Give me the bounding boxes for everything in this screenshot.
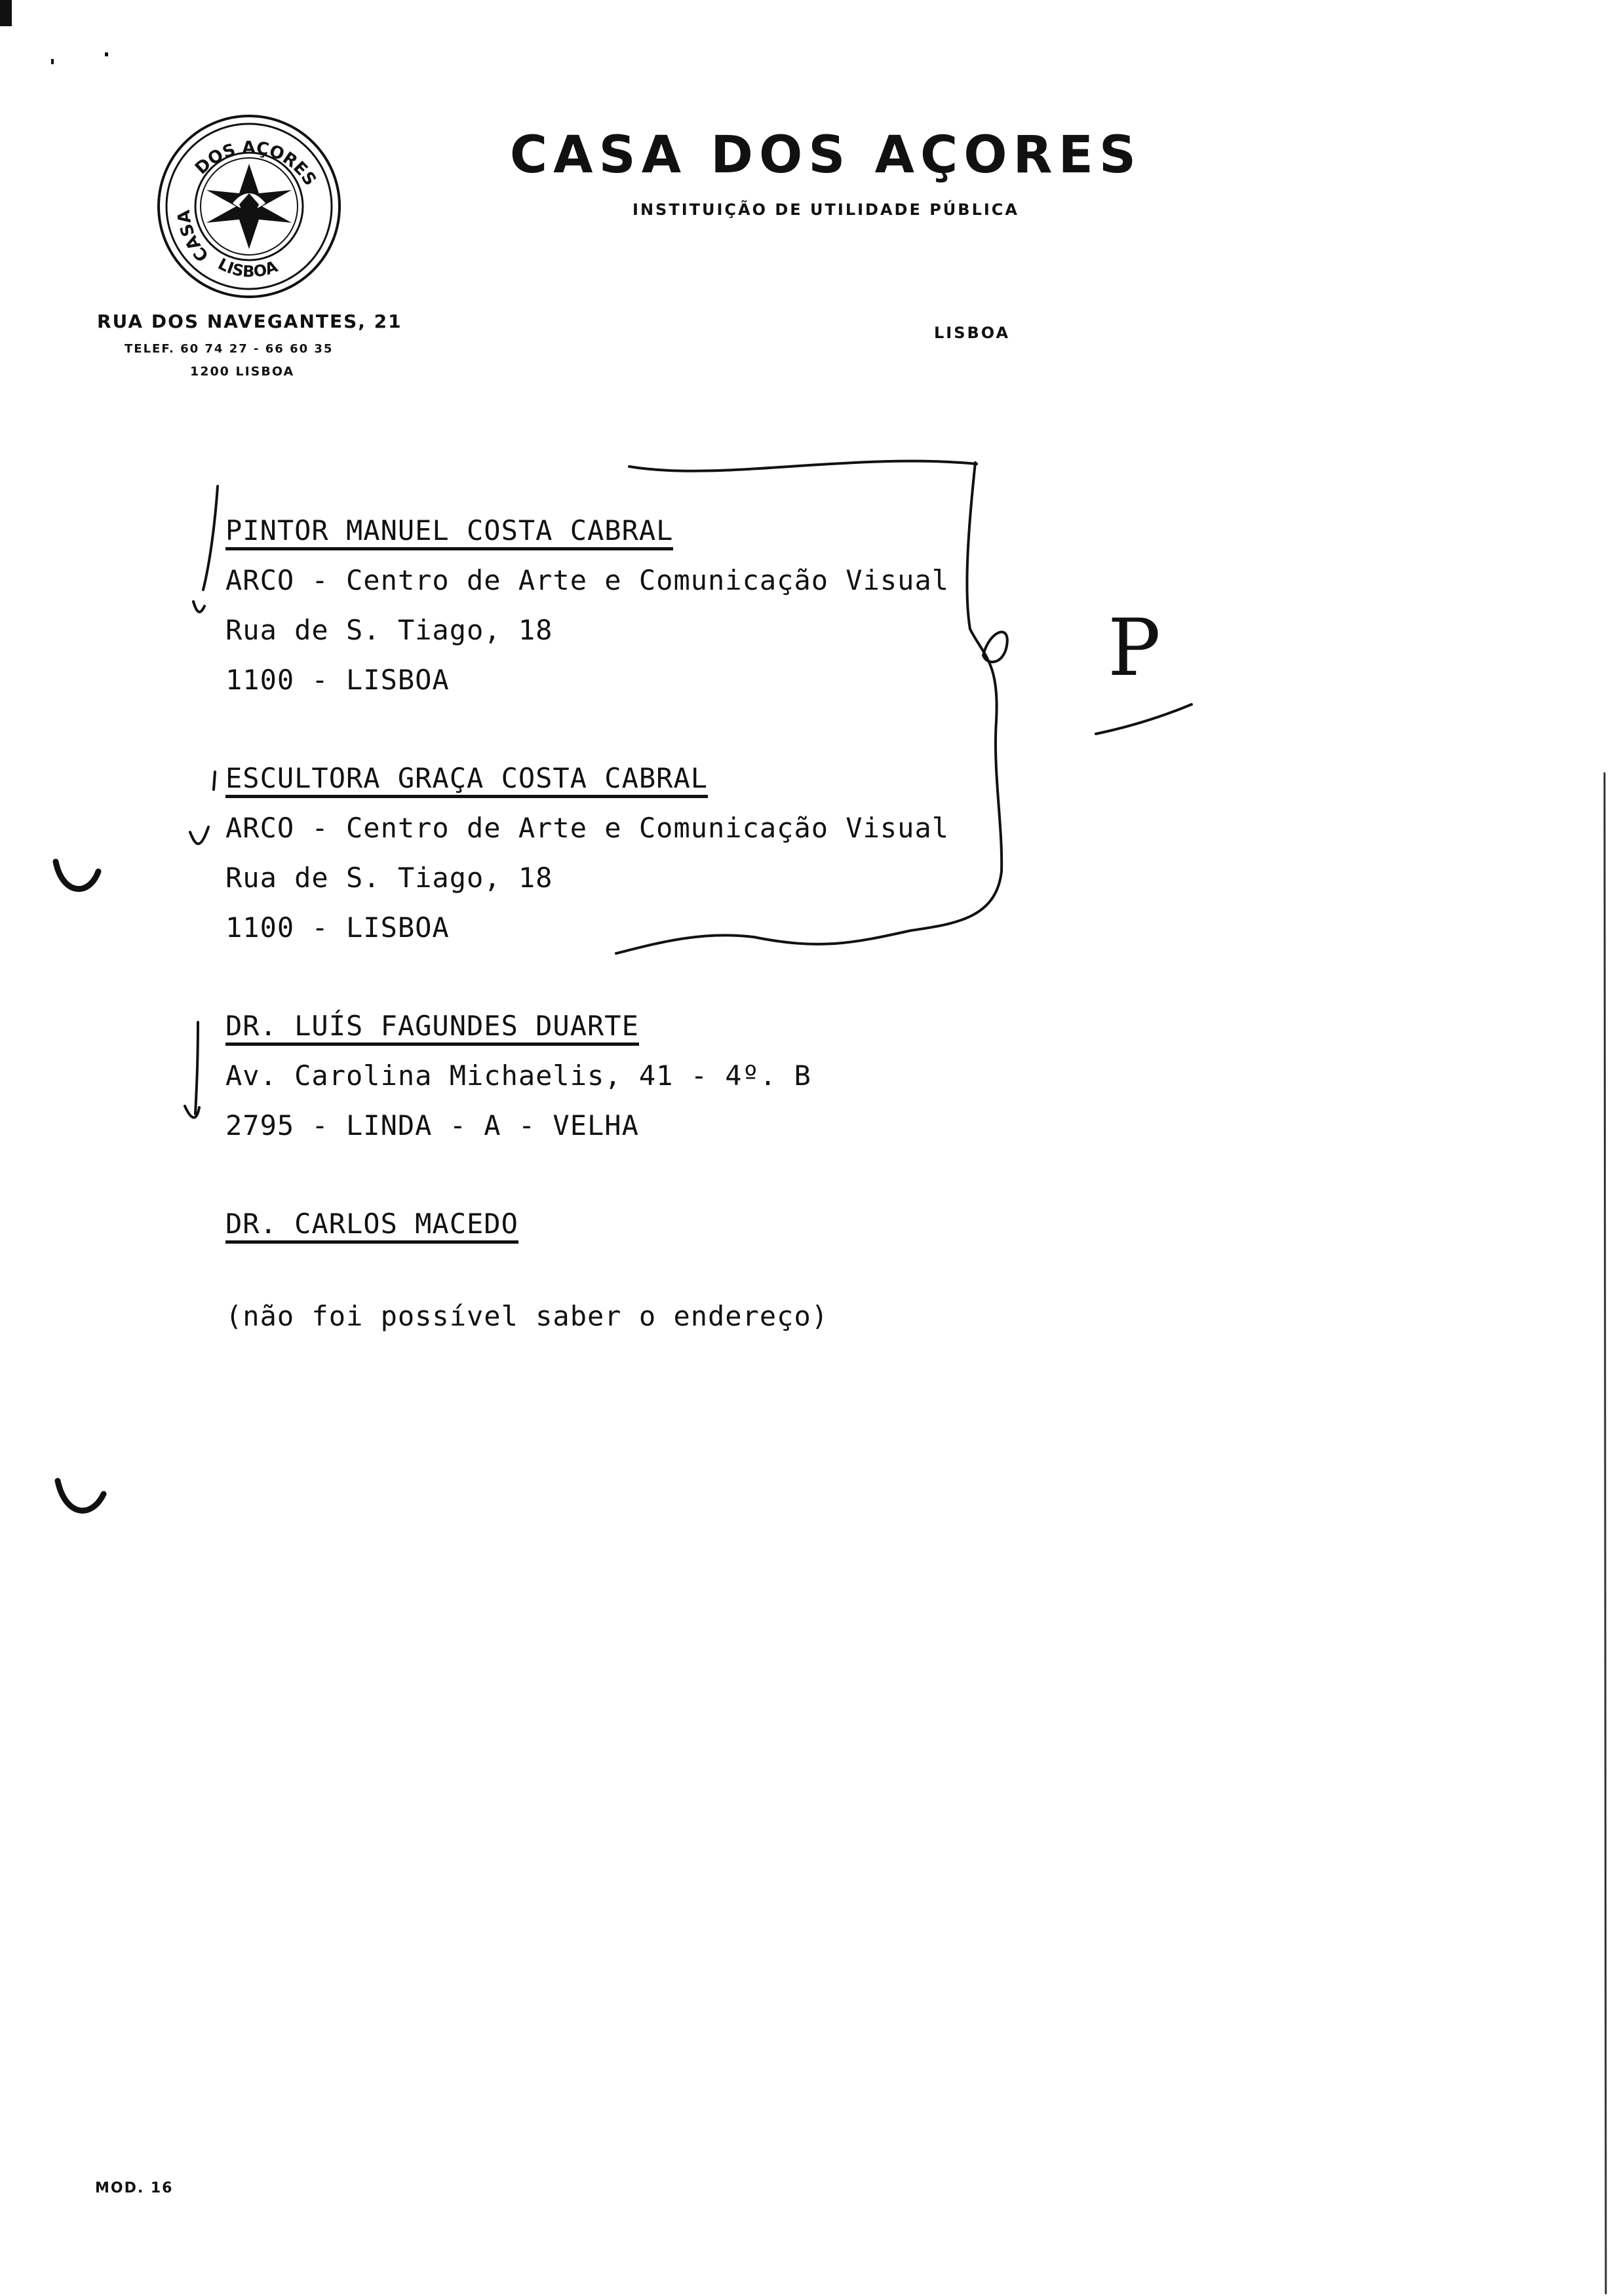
check-mark [195,1022,198,1114]
recipient-block-3 [225,1001,1012,1151]
recipient-name: PINTOR MANUEL COSTA CABRAL [225,516,673,550]
recipient-name: DR. LUÍS FAGUNDES DUARTE [225,1011,639,1046]
margin-dash [1096,704,1192,734]
svg-text:DOS AÇORES [191,138,320,189]
organization-tagline: INSTITUIÇÃO DE UTILIDADE PÚBLICA [632,201,1019,219]
recipient-name: ESCULTORA GRAÇA COSTA CABRAL [225,763,708,798]
recipient-address-line: ARCO - Centro de Arte e Comunicação Visual [225,564,950,596]
street-address: RUA DOS NAVEGANTES, 21 [97,311,402,332]
recipient-address-line: 1100 - LISBOA [225,664,450,696]
margin-mark [58,1481,104,1510]
recipient-address-line: 2795 - LINDA - A - VELHA [225,1109,639,1141]
scan-speck-marks [0,0,108,64]
margin-mark [56,862,98,889]
cross-emblem [206,164,292,249]
seal-top-text: DOS AÇORES [191,138,321,189]
letter-city: LISBOA [934,324,1011,342]
check-mark [193,602,204,612]
phone-numbers: TELEF. 60 74 27 - 66 60 35 [125,342,334,356]
scan-edge-line [1605,773,1606,2293]
seal-bottom-text: LISBOA [215,254,281,281]
svg-text:LISBOA [215,255,281,281]
recipient-address-line: ARCO - Centro de Arte e Comunicação Visual [225,812,950,844]
institution-seal-logo [154,111,344,301]
recipient-address-line: Rua de S. Tiago, 18 [225,862,553,894]
recipient-address-line: Rua de S. Tiago, 18 [225,614,553,646]
recipient-name: DR. CARLOS MACEDO [225,1209,518,1244]
recipient-address-line: Av. Carolina Michaelis, 41 - 4º. B [225,1060,811,1092]
organization-name: CASA DOS AÇORES [509,126,1142,185]
recipient-block-2 [225,754,1012,953]
recipient-block-1 [225,506,1012,705]
check-mark [214,772,215,790]
svg-text:CASA [174,209,213,265]
check-mark [203,486,218,590]
bracket-stroke [629,461,977,471]
check-mark [190,827,208,844]
recipient-address-line: 1100 - LISBOA [225,911,450,944]
check-mark [185,1106,199,1118]
address-unknown-note: (não foi possível saber o endereço) [225,1300,829,1332]
postal-city: 1200 LISBOA [190,364,295,379]
recipient-block-4 [225,1199,1012,1249]
margin-letter: P [1108,603,1161,694]
form-code: MOD. 16 [95,2180,174,2196]
seal-left-text: CASA [174,208,213,265]
